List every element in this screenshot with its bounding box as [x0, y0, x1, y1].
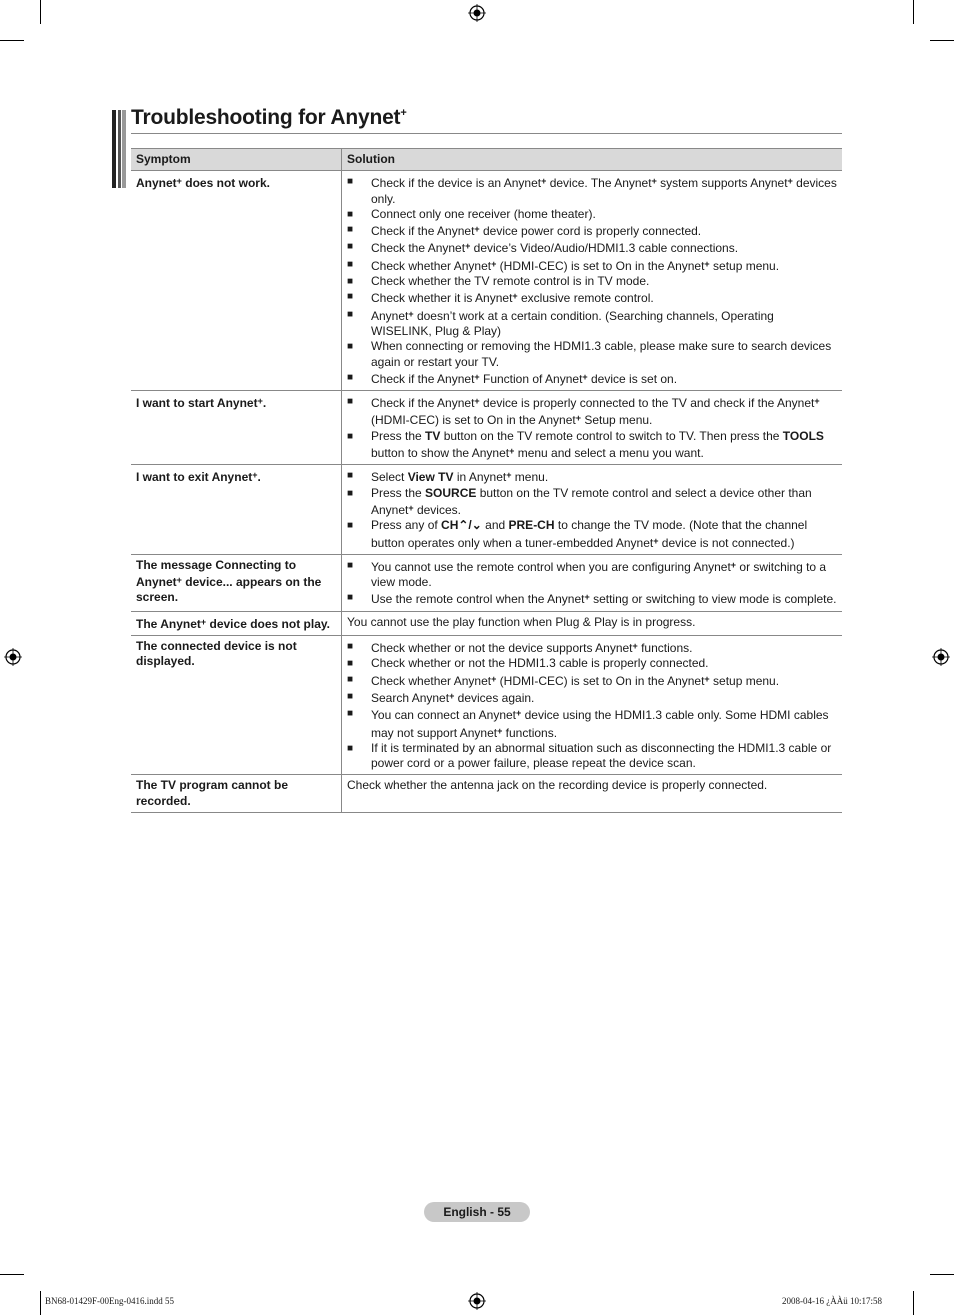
square-bullet-icon: ■: [347, 708, 354, 720]
crop-mark: [930, 40, 954, 41]
troubleshooting-table: [131, 148, 842, 813]
solution-cell: [342, 465, 843, 554]
list-item: ■ Check the Anynet+ device’s Video/Audio/HDMI1.3 cable connections.: [347, 241, 739, 256]
solution-cell: [342, 636, 843, 775]
crop-mark: [913, 1291, 914, 1315]
crop-mark: [40, 1291, 41, 1315]
list-item: ■ You can connect an Anynet+ device using the HDMI1.3 cable only. Some HDMI cables may not support Anynet+ functions.: [347, 708, 829, 740]
table-row: [131, 611, 842, 635]
list-item: ■ You cannot use the remote control when you are configuring Anynet+ or switching to a view mode.: [347, 559, 827, 590]
list-item: ■ Select View TV in Anynet+ menu.: [347, 470, 549, 485]
symptom-header: Symptom: [131, 149, 342, 171]
registration-mark-icon: [468, 1292, 486, 1310]
crop-mark: [0, 1274, 24, 1275]
table-row: [131, 775, 842, 813]
square-bullet-icon: ■: [347, 592, 354, 604]
print-slug-file: BN68-01429F-00Eng-0416.indd 55: [45, 1296, 174, 1306]
square-bullet-icon: ■: [347, 308, 354, 320]
print-slug-date: 2008-04-16 ¿ÀÀü 10:17:58: [782, 1296, 882, 1306]
solution-cell: Check whether the antenna jack on the recording device is properly connected.: [342, 775, 843, 813]
solution-cell: You cannot use the play function when Plug & Play is in progress.: [342, 611, 843, 635]
square-bullet-icon: ■: [347, 208, 354, 220]
table-row: [131, 391, 842, 465]
list-item: ■ If it is terminated by an abnormal situation such as disconnecting the HDMI1.3 cable or power cord or a power failure, please repeat the device scan.: [347, 740, 832, 771]
list-item: ■ Search Anynet+ devices again.: [347, 690, 535, 705]
solution-list: [347, 394, 837, 461]
page-number-badge: English - 55: [424, 1202, 530, 1222]
square-bullet-icon: ■: [347, 224, 354, 236]
list-item: ■ Check whether it is Anynet+ exclusive remote control.: [347, 291, 654, 306]
list-item: ■ Check if the Anynet+ Function of Anynet+ device is set on.: [347, 371, 678, 386]
solution-list: [347, 174, 837, 387]
table-row: [131, 554, 842, 611]
list-item: ■ Press the SOURCE button on the TV remote control and select a device other than Anynet+ devices.: [347, 485, 812, 517]
list-item: ■ Use the remote control when the Anynet+ setting or switching to view mode is complete.: [347, 592, 837, 607]
square-bullet-icon: ■: [347, 690, 354, 702]
symptom-cell: The Anynet+ device does not play.: [131, 611, 342, 635]
list-item: ■ Check whether Anynet+ (HDMI-CEC) is set to On in the Anynet+ setup menu.: [347, 258, 780, 273]
table-body: [131, 171, 842, 813]
square-bullet-icon: ■: [347, 276, 354, 288]
solution-cell: [342, 554, 843, 611]
list-item: ■ Check whether or not the HDMI1.3 cable is properly connected.: [347, 656, 709, 671]
registration-mark-icon: [4, 648, 22, 666]
list-item: ■ Anynet+ doesn’t work at a certain condition. (Searching channels, Operating WISELINK, Plug & Play): [347, 308, 774, 338]
crop-mark: [0, 40, 24, 41]
square-bullet-icon: ■: [347, 641, 354, 653]
list-item: ■ Check if the Anynet+ device power cord is properly connected.: [347, 224, 702, 239]
symptom-cell: The message Connecting to Anynet+ device... appears on the screen.: [131, 554, 342, 611]
table-header-row: [131, 149, 842, 171]
square-bullet-icon: ■: [347, 520, 354, 532]
square-bullet-icon: ■: [347, 176, 354, 188]
solution-list: [347, 639, 837, 771]
square-bullet-icon: ■: [347, 258, 354, 270]
list-item: ■ Check whether or not the device supports Anynet+ functions.: [347, 641, 693, 656]
square-bullet-icon: ■: [347, 430, 354, 442]
square-bullet-icon: ■: [347, 371, 354, 383]
solution-cell: [342, 391, 843, 465]
crop-mark: [913, 0, 914, 24]
title-accent-bar: [112, 110, 126, 188]
registration-mark-icon: [468, 4, 486, 22]
registration-mark-icon: [932, 648, 950, 666]
square-bullet-icon: ■: [347, 341, 354, 353]
square-bullet-icon: ■: [347, 658, 354, 670]
list-item: ■ Check if the device is an Anynet+ device. The Anynet+ system supports Anynet+ devices only.: [347, 176, 837, 206]
list-item: ■ Connect only one receiver (home theater).: [347, 206, 596, 221]
title-underline: [131, 133, 842, 134]
solution-header: Solution: [342, 149, 843, 171]
list-item: ■ Press the TV button on the TV remote control to switch to TV. Then press the TOOLS button to show the Anynet+ menu and select a menu you want.: [347, 428, 824, 461]
symptom-cell: Anynet+ does not work.: [131, 171, 342, 391]
crop-mark: [40, 0, 41, 24]
square-bullet-icon: ■: [347, 291, 354, 303]
solution-cell: [342, 171, 843, 391]
table-row: [131, 465, 842, 554]
square-bullet-icon: ■: [347, 241, 354, 253]
square-bullet-icon: ■: [347, 396, 354, 408]
square-bullet-icon: ■: [347, 487, 354, 499]
list-item: ■ Press any of CH⌃/⌄ and PRE-CH to change the TV mode. (Note that the channel button operates only when a tuner-embedded Anynet+ device is not connected.): [347, 518, 808, 550]
list-item: ■ Check whether the TV remote control is in TV mode.: [347, 274, 650, 289]
symptom-cell: I want to exit Anynet+.: [131, 465, 342, 554]
square-bullet-icon: ■: [347, 673, 354, 685]
square-bullet-icon: ■: [347, 470, 354, 482]
table-row: [131, 636, 842, 775]
crop-mark: [930, 1274, 954, 1275]
square-bullet-icon: ■: [347, 559, 354, 571]
symptom-cell: The TV program cannot be recorded.: [131, 775, 342, 813]
solution-list: [347, 558, 837, 608]
list-item: ■ When connecting or removing the HDMI1.3 cable, please make sure to search devices again or restart your TV.: [347, 339, 832, 369]
table-row: [131, 171, 842, 391]
solution-list: [347, 468, 837, 550]
list-item: ■ Check if the Anynet+ device is properly connected to the TV and check if the Anynet+ (HDMI-CEC) is set to On in the Anynet+ Setup menu.: [347, 396, 820, 428]
symptom-cell: The connected device is not displayed.: [131, 636, 342, 775]
square-bullet-icon: ■: [347, 742, 354, 754]
page-title: Troubleshooting for Anynet+: [131, 106, 407, 129]
list-item: ■ Check whether Anynet+ (HDMI-CEC) is set to On in the Anynet+ setup menu.: [347, 673, 780, 688]
symptom-cell: I want to start Anynet+.: [131, 391, 342, 465]
